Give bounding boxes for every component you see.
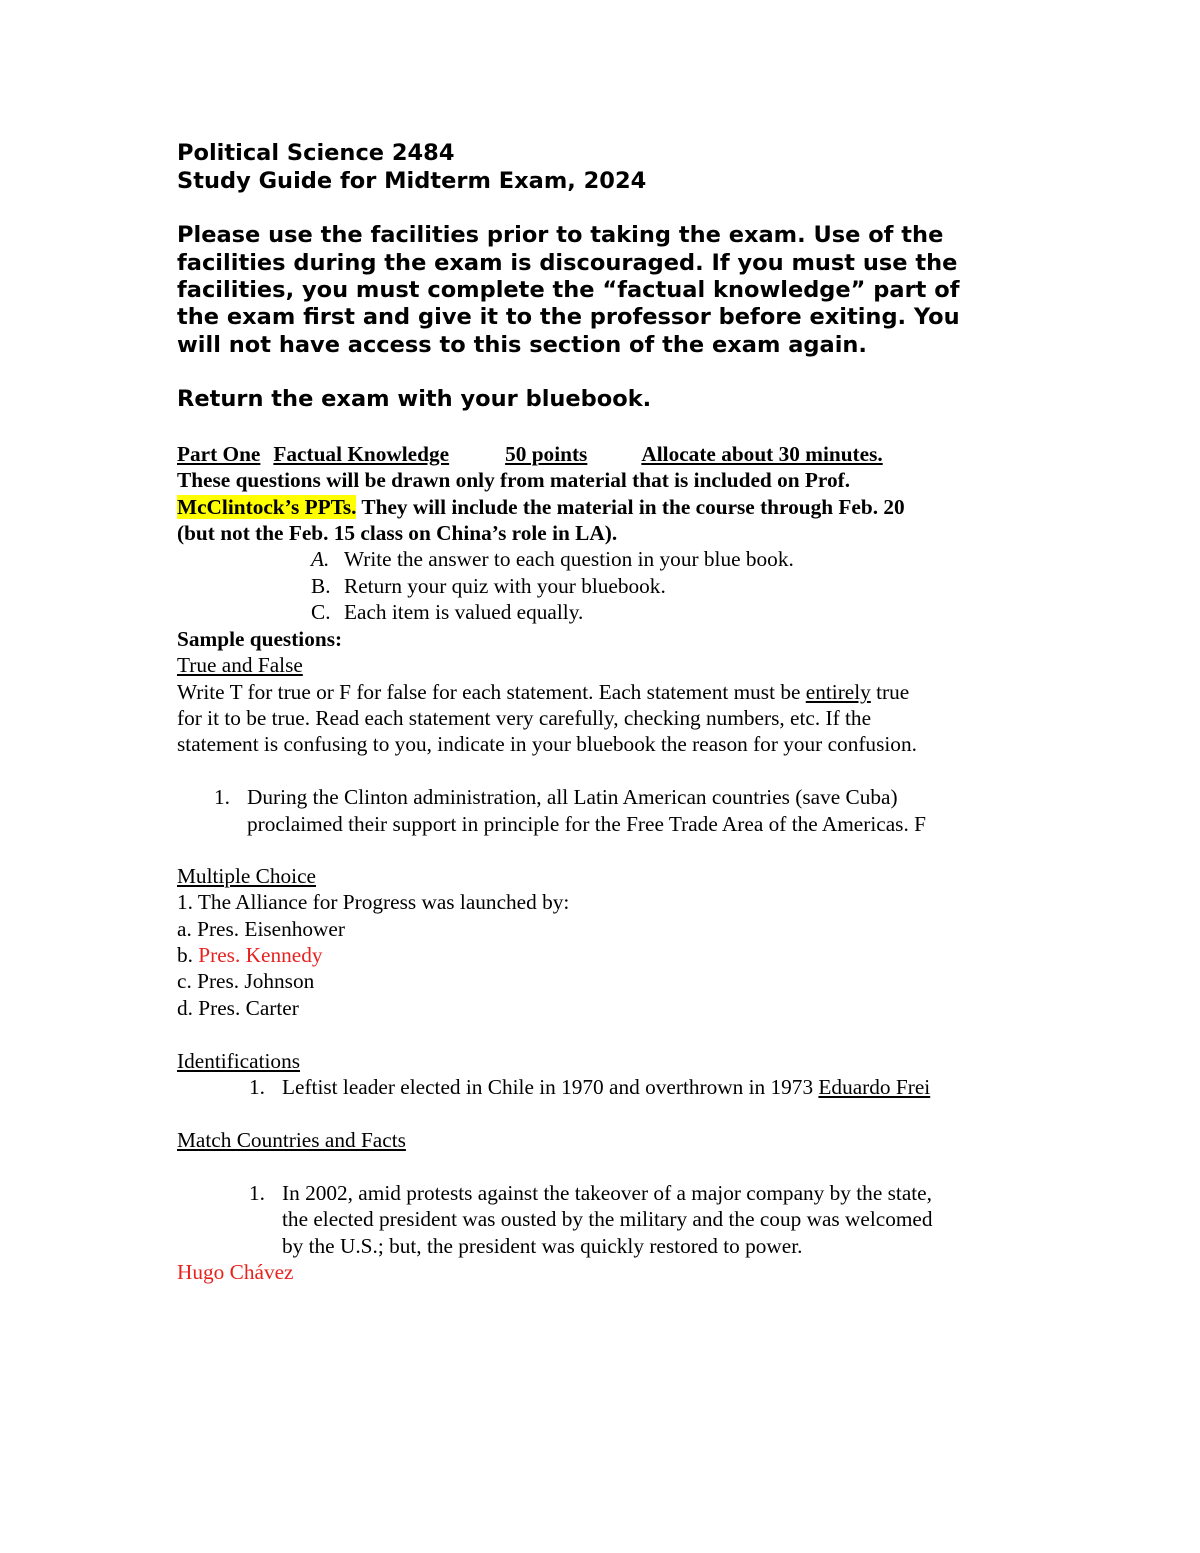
rule-marker-a: A. [311,547,330,571]
tf-question-line-2: proclaimed their support in principle for the Free Trade Area of the Americas. F [247,812,926,836]
mc-option-b-letter: b. [177,943,199,967]
return-note: Return the exam with your bluebook. [177,386,652,412]
tf-instr-entirely: entirely [805,680,871,704]
course-title: Political Science 2484 [177,140,455,166]
highlighted-ppts: McClintock’s PPTs. [177,495,357,519]
sample-questions-heading: Sample questions: [177,627,343,651]
match-answer: Hugo Chávez [177,1260,294,1284]
tf-instr-text-b: true [870,680,910,704]
part-one-time: Allocate about 30 minutes. [641,442,883,466]
part-one-desc-line-1: These questions will be drawn only from material that is included on Prof. [177,468,851,492]
id-question-text [282,1074,930,1100]
mc-option-a [177,916,345,942]
tf-question-line-1: During the Clinton administration, all Latin American countries (save Cuba) [247,785,898,809]
match-question-number: 1. [249,1181,265,1205]
part-one-heading [177,441,954,467]
id-question-prompt: Leftist leader elected in Chile in 1970 and overthrown in 1973 [282,1075,819,1099]
tf-instr-text-a: Write T for true or F for false for each statement. Each statement must be [177,680,806,704]
part-one-desc-line-2 [177,494,905,520]
true-false-instr-line-3: statement is confusing to you, indicate in your bluebook the reason for your confusion. [177,732,917,756]
part-one-points: 50 points [505,442,588,466]
true-false-instr-line-2: for it to be true. Read each statement very carefully, checking numbers, etc. If the [177,706,872,730]
mc-option-d [177,995,299,1021]
rule-text-c: Each item is valued equally. [344,600,584,624]
instruction-line-4: the exam first and give it to the professor before exiting. You [177,304,960,330]
mc-option-c-letter: c. [177,969,198,993]
multiple-choice-heading: Multiple Choice [177,864,317,888]
mc-option-c [177,968,314,994]
true-false-heading: True and False [177,653,303,677]
true-false-instr-line-1 [177,679,909,705]
mc-option-a-text: Pres. Eisenhower [197,917,345,941]
mc-option-b [177,942,323,968]
guide-title: Study Guide for Midterm Exam, 2024 [177,168,647,194]
instruction-line-5: will not have access to this section of the exam again. [177,332,867,358]
id-question-answer: Eduardo Frei [818,1075,931,1099]
part-one-desc-line-2-rest: They will include the material in the course through Feb. 20 [356,495,905,519]
mc-question: 1. The Alliance for Progress was launched by: [177,890,570,914]
mc-option-a-letter: a. [177,917,198,941]
part-one-subtitle: Factual Knowledge [273,442,450,466]
part-one-desc-line-3: (but not the Feb. 15 class on China’s role in LA). [177,521,618,545]
match-question-line-2: the elected president was ousted by the military and the coup was welcomed [282,1207,933,1231]
mc-option-d-text: Pres. Carter [198,996,299,1020]
instruction-line-3: facilities, you must complete the “factual knowledge” part of [177,277,960,303]
identifications-heading: Identifications [177,1049,301,1073]
match-question-line-3: by the U.S.; but, the president was quickly restored to power. [282,1234,803,1258]
match-question-line-1: In 2002, amid protests against the takeover of a major company by the state, [282,1181,932,1205]
instruction-line-1: Please use the facilities prior to taking the exam. Use of the [177,222,944,248]
part-one-title: Part One [177,442,261,466]
rule-text-a: Write the answer to each question in your blue book. [344,547,794,571]
rule-text-b: Return your quiz with your bluebook. [344,574,666,598]
mc-option-c-text: Pres. Johnson [197,969,315,993]
match-heading: Match Countries and Facts [177,1128,406,1152]
mc-option-d-letter: d. [177,996,199,1020]
tf-question-number: 1. [214,785,230,809]
rule-marker-c: C. [311,600,331,624]
rule-marker-b: B. [311,574,331,598]
id-question-number: 1. [249,1075,265,1099]
instruction-line-2: facilities during the exam is discouraged. If you must use the [177,250,958,276]
mc-option-b-text-answer: Pres. Kennedy [198,943,323,967]
